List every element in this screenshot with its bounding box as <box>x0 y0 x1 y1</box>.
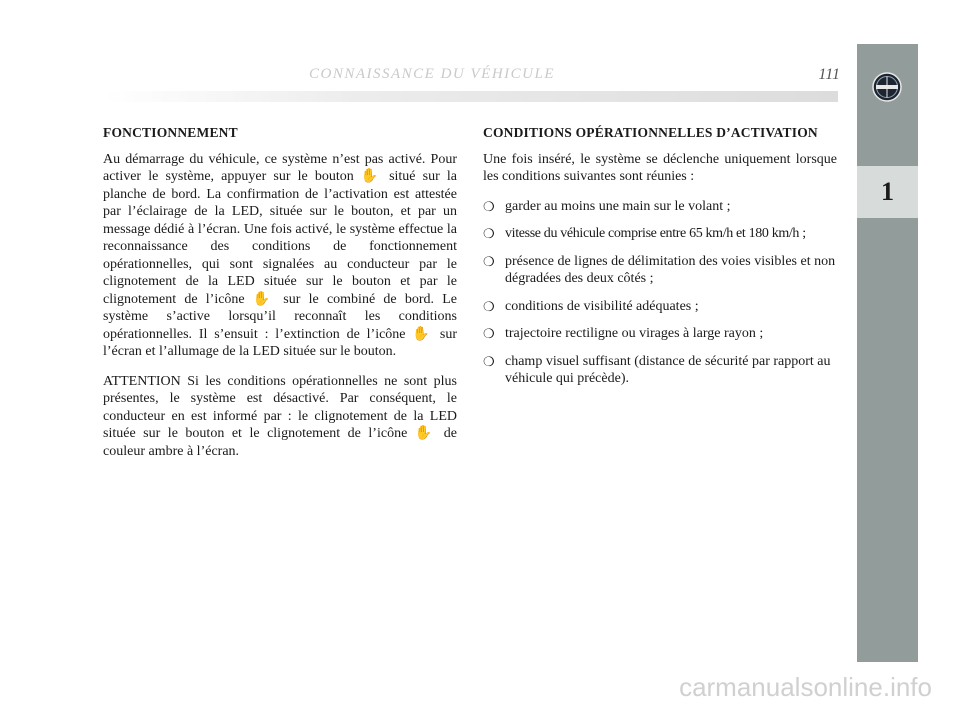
bullet-circle-icon: ❍ <box>483 253 495 269</box>
lancia-logo-icon <box>872 72 902 102</box>
list-item <box>483 298 837 316</box>
list-item <box>483 253 837 288</box>
bullet-circle-icon: ❍ <box>483 298 495 314</box>
conditions-list <box>483 198 837 388</box>
list-item <box>483 353 837 388</box>
section-heading-fonctionnement: FONCTIONNEMENT <box>103 125 238 140</box>
list-item <box>483 325 837 343</box>
paragraph-operation: Au démarrage du véhicule, ce système n’est pas activé. Pour activer le système, appuyer sur le bouton ✋ situé sur la planche de bord. La confirmation de l’activation est attestée par l’éclairage de la LED, située sur le bouton, et par un message dédié à l’écran. Une fois activé, le système effectue la reconnaissance des conditions de fonctionnement opérationnelles, qui sont signalées au conducteur par le clignotement de la LED située sur le bouton et par le clignotement de l’icône ✋ sur le combiné de bord. Le système s’active lorsqu’il reconnaît les conditions opérationnelles. Il s’ensuit : l’extinction de l’icône ✋ sur l’écran et l’allumage de la LED située sur le bouton. <box>103 151 457 359</box>
condition-text: vitesse du véhicule comprise entre 65 km/h et 180 km/h ; <box>505 226 806 241</box>
left-column <box>103 124 457 472</box>
bullet-circle-icon: ❍ <box>483 226 495 241</box>
list-item <box>483 225 837 243</box>
paragraph-conditions-intro: Une fois inséré, le système se déclenche uniquement lorsque les conditions suivantes sont réunies : <box>483 151 837 184</box>
condition-text: garder au moins une main sur le volant ; <box>505 198 731 214</box>
condition-text: présence de lignes de délimitation des voies visibles et non dégradées des deux côtés ; <box>505 253 836 286</box>
running-header-title: CONNAISSANCE DU VÉHICULE <box>309 66 555 82</box>
page-number: 111 <box>818 66 840 83</box>
chapter-number: 1 <box>857 166 918 218</box>
watermark: carmanualsonline.info <box>679 672 932 702</box>
right-column <box>483 124 837 398</box>
condition-text: champ visuel suffisant (distance de sécurité par rapport au véhicule qui précède). <box>505 353 831 386</box>
list-item <box>483 198 837 216</box>
condition-text: conditions de visibilité adéquates ; <box>505 298 699 314</box>
section-heading-conditions: CONDITIONS OPÉRATIONNELLES D’ACTIVATION <box>483 125 818 140</box>
header-rule <box>103 91 838 102</box>
bullet-circle-icon: ❍ <box>483 198 495 214</box>
paragraph-attention: ATTENTION Si les conditions opérationnelles ne sont plus présentes, le système est désactivé. Par conséquent, le conducteur en est informé par : le clignotement de la LED située sur le bouton et le clignotement de l’icône ✋ de couleur ambre à l’écran. <box>103 373 457 459</box>
condition-text: trajectoire rectiligne ou virages à large rayon ; <box>505 326 764 341</box>
chapter-side-tab <box>857 44 918 662</box>
bullet-circle-icon: ❍ <box>483 326 495 341</box>
bullet-circle-icon: ❍ <box>483 353 495 369</box>
